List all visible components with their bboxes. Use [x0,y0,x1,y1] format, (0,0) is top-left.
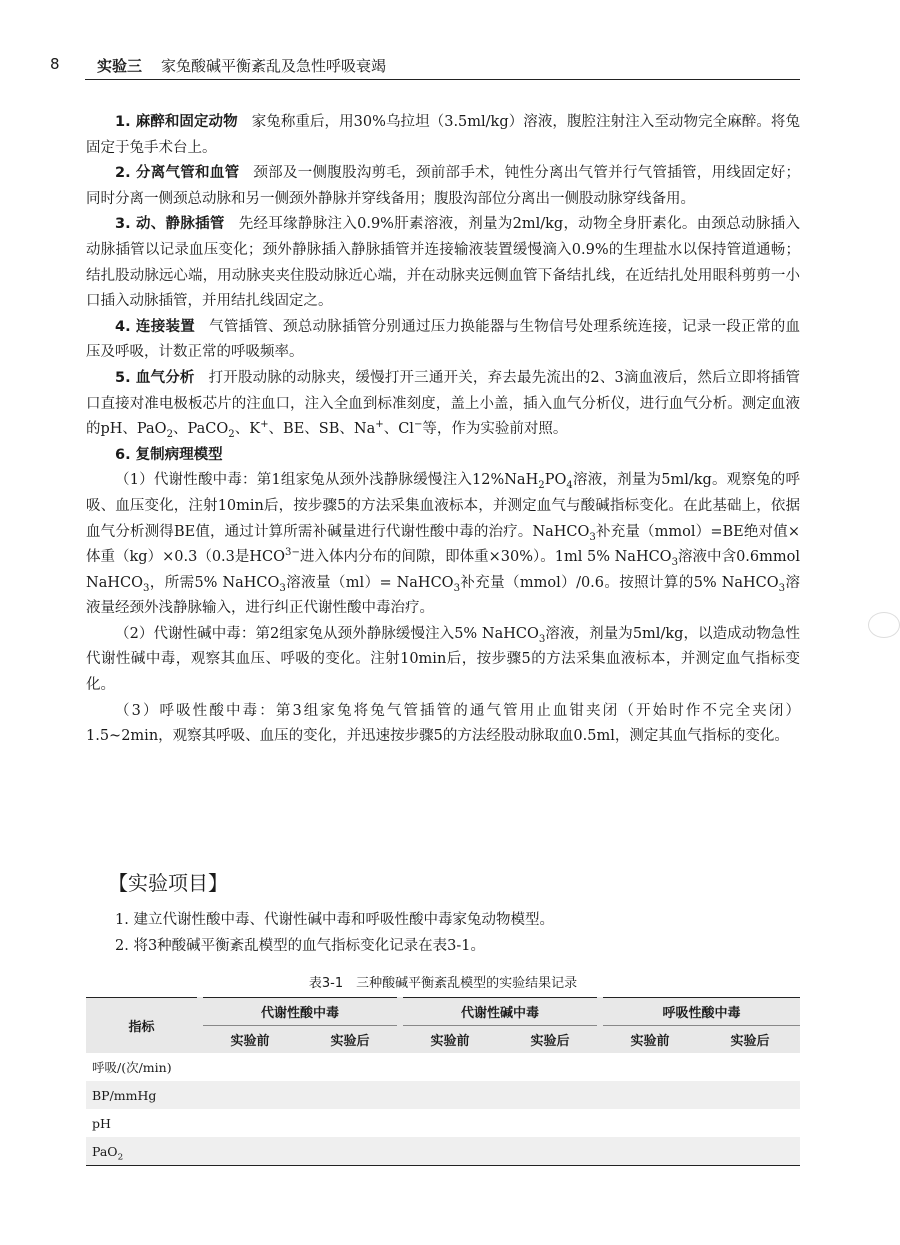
row-label: PaO$_2$ [86,1137,200,1166]
running-header [50,55,800,80]
model-paragraph-2: （2）代谢性碱中毒：第2组家兔从颈外静脉缓慢注入5% NaHCO$_3$溶液，剂量为5ml/kg，以造成动物急性代谢性碱中毒，观察其血压、呼吸的变化。注射10min后，按步骤5的方法采集血液标本，并测定血气指标变化。 [86,625,800,694]
table-row [86,1137,800,1166]
procedure-body [86,110,800,750]
step-6-title: 6. 复制病理模型 [115,446,223,463]
header-before: 实验前 [400,1026,500,1054]
table-row [86,1109,800,1137]
step-paragraph [86,110,800,161]
step-title: 3. 动、静脉插管 [115,216,225,233]
step-paragraph: 5. 血气分析 打开股动脉的动脉夹，缓慢打开三通开关，弃去最先流出的2、3滴血液后，然后立即将插管口直接对准电极板芯片的注血口，注入全血到标准刻度，盖上小盖，插入血气分析仪，进行血气分析。测定血液的pH、PaO$_2$、PaCO$_2$、K+、BE、SB、Na+、Cl−等，作为实验前对照。 [86,369,800,441]
step-paragraph [86,212,800,314]
row-label: pH [92,1115,111,1131]
table-row [86,1053,800,1081]
table-row [86,1081,800,1109]
step-text: 家兔称重后，用30%乌拉坦（3.5ml/kg）溶液，腹腔注射注入至动物完全麻醉。将兔固定于兔手术台上。 [86,114,800,156]
header-group: 呼吸性酸中毒 [600,998,800,1026]
header-group: 代谢性酸中毒 [200,998,400,1026]
page-number: 8 [50,55,60,73]
watermark-seal [868,612,900,638]
step-title: 2. 分离气管和血管 [115,165,240,182]
row-label: BP/mmHg [86,1081,200,1109]
step-paragraph [86,315,800,366]
step-text: 气管插管、颈总动脉插管分别通过压力换能器与生物信号处理系统连接，记录一段正常的血压及呼吸，计数正常的呼吸频率。 [86,318,800,361]
chapter-label: 实验三 [97,57,143,75]
step-title: 5. 血气分析 [115,369,195,386]
step-paragraph [86,161,800,212]
step-text: 颈部及一侧腹股沟剪毛，颈前部手术，钝性分离出气管并行气管插管，用线固定好；同时分离一侧颈总动脉和另一侧颈外静脉并穿线备用；腹股沟部位分离出一侧股动脉穿线备用。 [86,165,800,207]
model-paragraph-1: （1）代谢性酸中毒：第1组家兔从颈外浅静脉缓慢注入$12\%NaH_2PO_4$溶液，剂量为5ml/kg。观察兔的呼吸、血压变化，注射10min后，按步骤5的方法采集血液标本，并测定血气与酸碱指标变化。在此基础上，依据血气分析测得BE值，通过计算所需补碱量进行代谢性酸中毒的治疗。NaHCO$_3$补充量（mmol）=BE绝对值×体重（kg）×0.3（0.3是$HCO^{3-}$进入体内分布的间隙，即体重×30%）。1ml 5% NaHCO$_3$溶液中含0.6mmol NaHCO$_3$，所需5% NaHCO$_3$溶液量（ml）= NaHCO$_3$补充量（mmol）/0.6。按照计算的5% NaHCO$_3$溶液量经颈外浅静脉输入，进行纠正代谢性酸中毒治疗。 [86,472,801,617]
header-indicator: 指标 [86,998,200,1054]
chapter-title: 家兔酸碱平衡紊乱及急性呼吸衰竭 [161,57,387,75]
header-after: 实验后 [300,1026,400,1054]
header-before: 实验前 [600,1026,700,1054]
row-label: 呼吸/(次/min) [92,1060,172,1075]
list-item: 2. 将3种酸碱平衡紊乱模型的血气指标变化记录在表3-1。 [115,938,486,954]
header-after: 实验后 [500,1026,600,1054]
table-caption: 表3-1 三种酸碱平衡紊乱模型的实验结果记录 [308,976,578,991]
results-table [86,997,800,1166]
header-before: 实验前 [200,1026,300,1054]
header-group: 代谢性碱中毒 [400,998,600,1026]
step-title: 4. 连接装置 [115,318,196,335]
list-item: 1. 建立代谢性酸中毒、代谢性碱中毒和呼吸性酸中毒家兔动物模型。 [115,912,554,928]
model-paragraph-3: （3）呼吸性酸中毒：第3组家兔将兔气管插管的通气管用止血钳夹闭（开始时作不完全夹闭）1.5~2min，观察其呼吸、血压的变化，并迅速按步骤5的方法经股动脉取血0.5ml，测定其血气指标的变化。 [86,702,800,745]
step-text: 先经耳缘静脉注入0.9%肝素溶液，剂量为2ml/kg，动物全身肝素化。由颈总动脉插入动脉插管以记录血压变化；颈外静脉插入静脉插管并连接输液装置缓慢滴入0.9%的生理盐水以保持管道通畅；结扎股动脉远心端，用动脉夹夹住股动脉近心端，并在动脉夹远侧血管下备结扎线，在近结扎处用眼科剪剪一小口插入动脉插管，并用结扎线固定之。 [86,216,800,310]
project-list [86,907,800,959]
section-title: 【实验项目】 [108,871,228,895]
step-title: 1. 麻醉和固定动物 [115,114,238,130]
header-after: 实验后 [700,1026,800,1054]
